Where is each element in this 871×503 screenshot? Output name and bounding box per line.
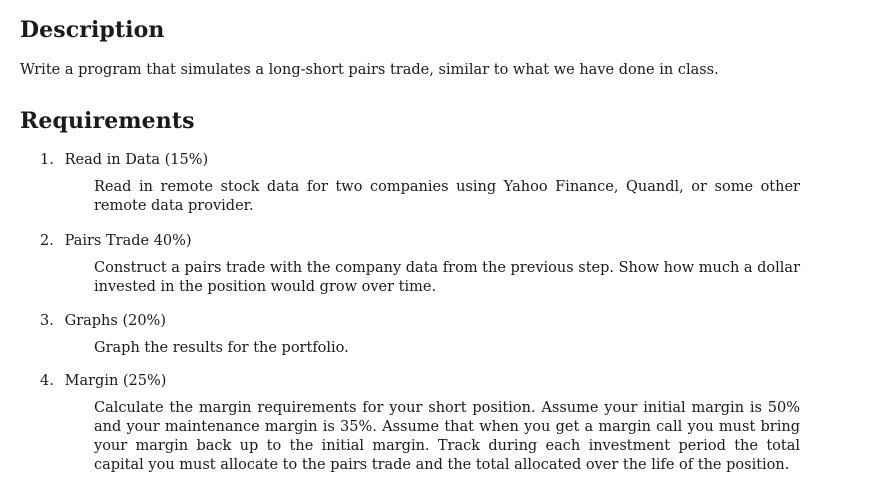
description-text: Write a program that simulates a long-short pairs trade, similar to what we have done in class. <box>20 62 719 78</box>
requirements-heading: Requirements <box>20 108 195 134</box>
requirement-number: 2. <box>40 233 54 249</box>
requirement-title <box>40 372 820 391</box>
requirement-title-text: Read in Data (15%) <box>64 152 209 168</box>
requirement-body: Graph the results for the portfolio. <box>94 340 349 356</box>
description-heading: Description <box>20 17 165 43</box>
requirement-title <box>40 151 820 170</box>
requirement-item-graphs <box>40 312 820 358</box>
requirement-number: 1. <box>40 152 54 168</box>
requirement-number: 3. <box>40 313 54 329</box>
requirement-body: Read in remote stock data for two companies using Yahoo Finance, Quandl, or some other remote data provider. <box>94 179 800 214</box>
requirement-item-margin <box>40 372 820 475</box>
requirement-title-text: Pairs Trade 40%) <box>64 233 192 249</box>
requirement-number: 4. <box>40 373 54 389</box>
requirement-title-text: Margin (25%) <box>64 373 167 389</box>
requirement-title <box>40 232 820 251</box>
requirement-body: Construct a pairs trade with the company data from the previous step. Show how much a dollar invested in the position would grow over time. <box>94 260 801 295</box>
requirement-title-text: Graphs (20%) <box>64 313 166 329</box>
requirement-title <box>40 312 820 331</box>
requirement-item-read-data <box>40 151 820 216</box>
requirement-item-pairs-trade <box>40 232 820 297</box>
requirement-body: Calculate the margin requirements for your short position. Assume your initial margin is 50% and your maintenance margin is 35%. Assume that when you get a margin call you must bring your margin back up to the initial margin. Track during each investment period the total capital you must allocate to the pairs trade and the total allocated over the life of the position. <box>94 400 800 473</box>
